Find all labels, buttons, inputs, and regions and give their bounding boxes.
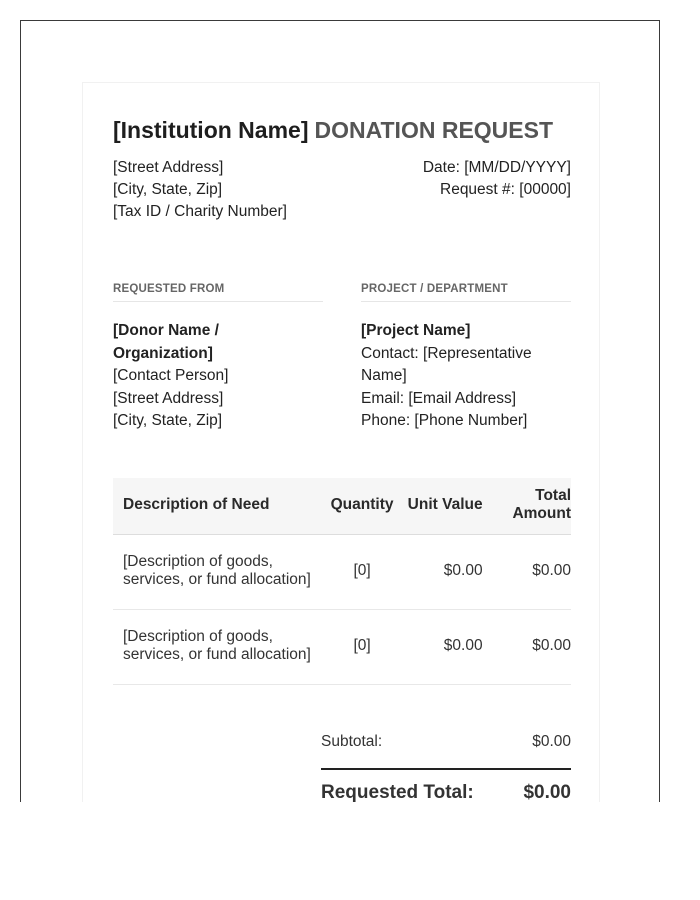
project-details [361, 320, 571, 433]
item-description: [Description of goods, services, or fund allocation] [113, 609, 324, 684]
donor-street: [Street Address] [113, 389, 224, 407]
project-block [361, 283, 571, 433]
sender-street: [Street Address] [113, 159, 224, 176]
requested-from-details [113, 320, 323, 433]
requested-from-heading: REQUESTED FROM [113, 283, 323, 302]
subtotal-value: $0.00 [532, 732, 571, 750]
project-email: Email: [Email Address] [361, 389, 517, 407]
project-contact: Contact: [Representative Name] [361, 344, 532, 384]
table-header-row [113, 478, 571, 535]
project-heading: PROJECT / DEPARTMENT [361, 283, 571, 302]
requested-total-row [321, 782, 571, 803]
totals-section [321, 733, 571, 803]
institution-name: [Institution Name] [113, 117, 309, 143]
requested-total-label: Requested Total: [321, 781, 474, 802]
subtotal-label: Subtotal: [321, 732, 383, 750]
request-number: Request #: [00000] [440, 181, 571, 198]
donor-city: [City, State, Zip] [113, 412, 223, 429]
donor-name: [Donor Name / Organization] [113, 322, 219, 362]
project-phone: Phone: [Phone Number] [361, 412, 528, 429]
needs-table [113, 478, 571, 685]
column-header-unit-value: Unit Value [400, 478, 482, 535]
requested-total-value: $0.00 [523, 781, 571, 802]
donor-contact: [Contact Person] [113, 367, 229, 384]
donation-request-document [82, 82, 600, 802]
item-quantity: [0] [324, 609, 400, 684]
column-header-quantity: Quantity [324, 478, 400, 535]
request-meta [423, 157, 571, 223]
sender-tax-id: [Tax ID / Charity Number] [113, 203, 287, 220]
table-row [113, 534, 571, 609]
page-sheet [20, 20, 660, 802]
table-row [113, 609, 571, 684]
sender-address [113, 157, 287, 223]
item-quantity: [0] [324, 534, 400, 609]
requested-from-block [113, 283, 323, 433]
column-header-total-amount: Total Amount [483, 478, 571, 535]
item-description: [Description of goods, services, or fund allocation] [113, 534, 324, 609]
item-unit-value: $0.00 [400, 534, 482, 609]
header-info [113, 157, 571, 223]
subtotal-row [321, 733, 571, 770]
parties-section [113, 283, 571, 433]
item-total-amount: $0.00 [483, 534, 571, 609]
document-type: DONATION REQUEST [314, 117, 554, 143]
request-date: Date: [MM/DD/YYYY] [422, 159, 571, 176]
document-title [113, 113, 571, 147]
item-unit-value: $0.00 [400, 609, 482, 684]
sender-city: [City, State, Zip] [113, 181, 223, 198]
column-header-description: Description of Need [113, 478, 324, 535]
item-total-amount: $0.00 [483, 609, 571, 684]
document-content [113, 113, 571, 802]
project-name: [Project Name] [361, 322, 471, 339]
